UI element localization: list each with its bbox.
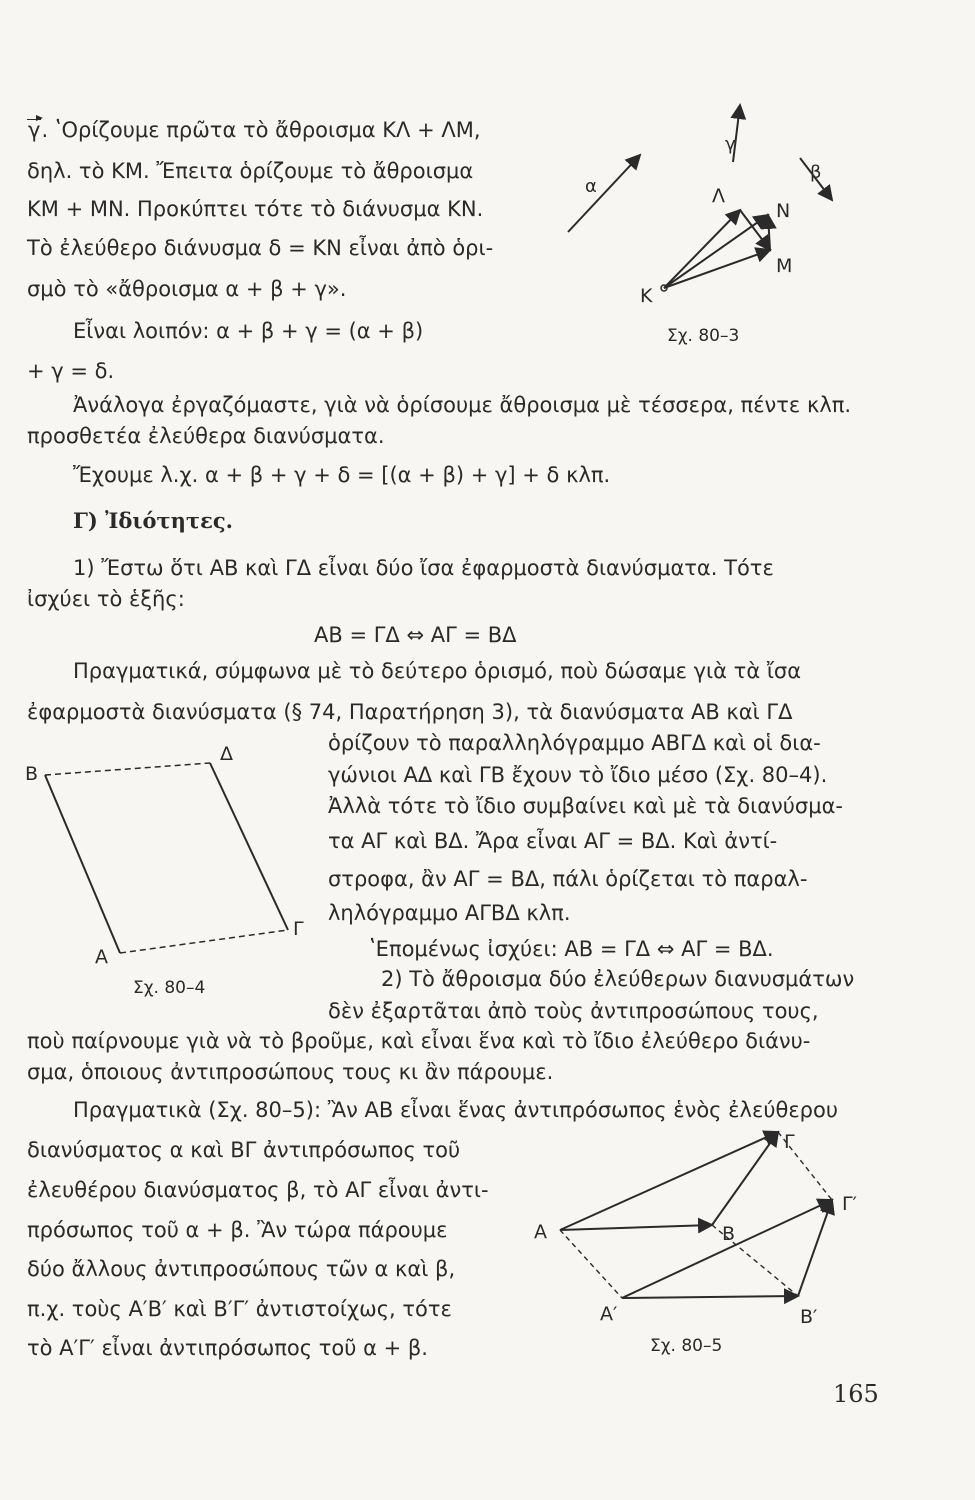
text-line-16: γώνιοι ΑΔ καὶ ΓΒ ἔχουν τὸ ἴδιο μέσο (Σχ. 80–4). <box>328 763 828 787</box>
label-gamma: γ <box>725 134 736 155</box>
label-N: Ν <box>776 200 791 222</box>
text-line-32: τὸ Α′Γ′ εἶναι ἀντιπρόσωπος τοῦ α + β. <box>27 1336 428 1360</box>
label-A-prime: Α′ <box>600 1303 618 1325</box>
label-B-5: Β <box>722 1223 736 1245</box>
text-line-1 <box>27 117 481 143</box>
text-line-1-rest: . ʽΟρίζουμε πρῶτα τὸ ἄθροισμα ΚΛ + ΛΜ, <box>41 118 481 142</box>
text-line-31: π.χ. τοὺς Α′Β′ καὶ Β′Γ′ ἀντιστοίχως, τότε <box>27 1297 452 1321</box>
equation-1: ΑΒ = ΓΔ ⇔ ΑΓ = ΒΔ <box>314 623 517 647</box>
caption-fig-80-3: Σχ. 80–3 <box>667 326 740 346</box>
figure-80-3 <box>560 100 860 350</box>
label-G: Γ <box>293 918 304 940</box>
label-K: Κ <box>640 285 653 307</box>
vector-gamma: γ <box>28 118 41 142</box>
text-line-24: ποὺ παίρνουμε γιὰ νὰ τὸ βροῦμε, καὶ εἶναι ἕνα καὶ τὸ ἴδιο ἐλεύθερο διάνυ- <box>27 1029 811 1053</box>
caption-fig-80-4: Σχ. 80–4 <box>133 978 206 998</box>
text-line-26: Πραγματικὰ (Σχ. 80–5): Ἂν ΑΒ εἶναι ἕνας ἀντιπρόσωπος ἑνὸς ἐλεύθερου <box>73 1098 838 1122</box>
text-line-2: δηλ. τὸ ΚΜ. Ἔπειτα ὁρίζουμε τὸ ἄθροισμα <box>27 159 474 183</box>
text-line-15: ὁρίζουν τὸ παραλληλόγραμμο ΑΒΓΔ καὶ οἱ δια- <box>328 731 821 755</box>
text-line-18: τα ΑΓ καὶ ΒΔ. Ἄρα εἶναι ΑΓ = ΒΔ. Καὶ ἀντί- <box>328 829 778 853</box>
text-line-29: πρόσωπος τοῦ α + β. Ἂν τώρα πάρουμε <box>27 1218 448 1242</box>
label-G-prime: Γ′ <box>842 1193 857 1215</box>
text-line-28: ἐλευθέρου διανύσματος β, τὸ ΑΓ εἶναι ἀντι- <box>27 1178 489 1202</box>
label-L: Λ <box>712 185 725 207</box>
text-line-30: δύο ἄλλους ἀντιπροσώπους τῶν α καὶ β, <box>27 1257 456 1281</box>
text-line-5: σμὸ τὸ «ἄθροισμα α + β + γ». <box>27 277 347 301</box>
label-G-5: Γ <box>784 1131 795 1153</box>
text-line-9: προσθετέα ἐλεύθερα διανύσματα. <box>27 424 385 448</box>
label-beta: β <box>810 162 822 183</box>
text-line-17: Ἀλλὰ τότε τὸ ἴδιο συμβαίνει καὶ μὲ τὰ διανύσμα- <box>328 794 844 818</box>
label-B-prime: Β′ <box>800 1306 818 1328</box>
label-A: Α <box>95 946 108 968</box>
text-line-13: Πραγματικά, σύμφωνα μὲ τὸ δεύτερο ὁρισμό, ποὺ δώσαμε γιὰ τὰ ἴσα <box>73 659 802 683</box>
text-line-25: σμα, ὁποιους ἀντιπροσώπους τους κι ἂν πάρουμε. <box>27 1060 554 1084</box>
text-line-11: 1) Ἔστω ὅτι ΑΒ καὶ ΓΔ εἶναι δύο ἴσα ἐφαρμοστὰ διανύσματα. Τότε <box>73 556 774 580</box>
text-line-8: Ἀνάλογα ἐργαζόμαστε, γιὰ νὰ ὁρίσουμε ἄθροισμα μὲ τέσσερα, πέντε κλπ. <box>73 393 852 417</box>
label-B: Β <box>25 763 39 785</box>
text-line-23: δὲν ἐξαρτᾶται ἀπὸ τοὺς ἀντιπροσώπους τους, <box>328 999 819 1023</box>
caption-fig-80-5: Σχ. 80–5 <box>650 1336 723 1356</box>
text-line-27: διανύσματος α καὶ ΒΓ ἀντιπρόσωπος τοῦ <box>27 1138 461 1162</box>
text-line-19: στροφα, ἂν ΑΓ = ΒΔ, πάλι ὁρίζεται τὸ παραλ- <box>328 867 808 891</box>
text-line-10: Ἔχουμε λ.χ. α + β + γ + δ = [(α + β) + γ] + δ κλπ. <box>73 463 611 487</box>
text-line-3: ΚΜ + ΜΝ. Προκύπτει τότε τὸ διάνυσμα ΚΝ. <box>27 197 484 221</box>
label-alpha: α <box>585 176 597 197</box>
text-line-6: Εἶναι λοιπόν: α + β + γ = (α + β) <box>73 319 424 343</box>
vector-alpha <box>568 155 640 232</box>
label-A-5: Α <box>534 1221 547 1243</box>
label-M: Μ <box>776 255 793 277</box>
text-line-21: ʽΕπομένως ἰσχύει: ΑΒ = ΓΔ ⇔ ΑΓ = ΒΔ. <box>369 937 774 961</box>
text-line-20: ληλόγραμμο ΑΓΒΔ κλπ. <box>328 901 571 925</box>
text-line-14: ἐφαρμοστὰ διανύσματα (§ 74, Παρατήρηση 3), τὰ διανύσματα ΑΒ καὶ ΓΔ <box>27 700 793 724</box>
figure-80-4 <box>25 735 315 980</box>
figure-80-5 <box>530 1120 870 1330</box>
text-line-4: Τὸ ἐλεύθερο διάνυσμα δ = ΚΝ εἶναι ἀπὸ ὁρι- <box>27 236 494 260</box>
section-heading: Γ) Ἰδιότητες. <box>73 508 233 533</box>
text-line-22: 2) Τὸ ἄθροισμα δύο ἐλεύθερων διανυσμάτων <box>381 967 855 991</box>
text-line-12: ἰσχύει τὸ ἑξῆς: <box>27 587 185 611</box>
label-D: Δ <box>220 743 233 765</box>
page-number: 165 <box>833 1380 879 1408</box>
text-line-7: + γ = δ. <box>27 359 115 383</box>
